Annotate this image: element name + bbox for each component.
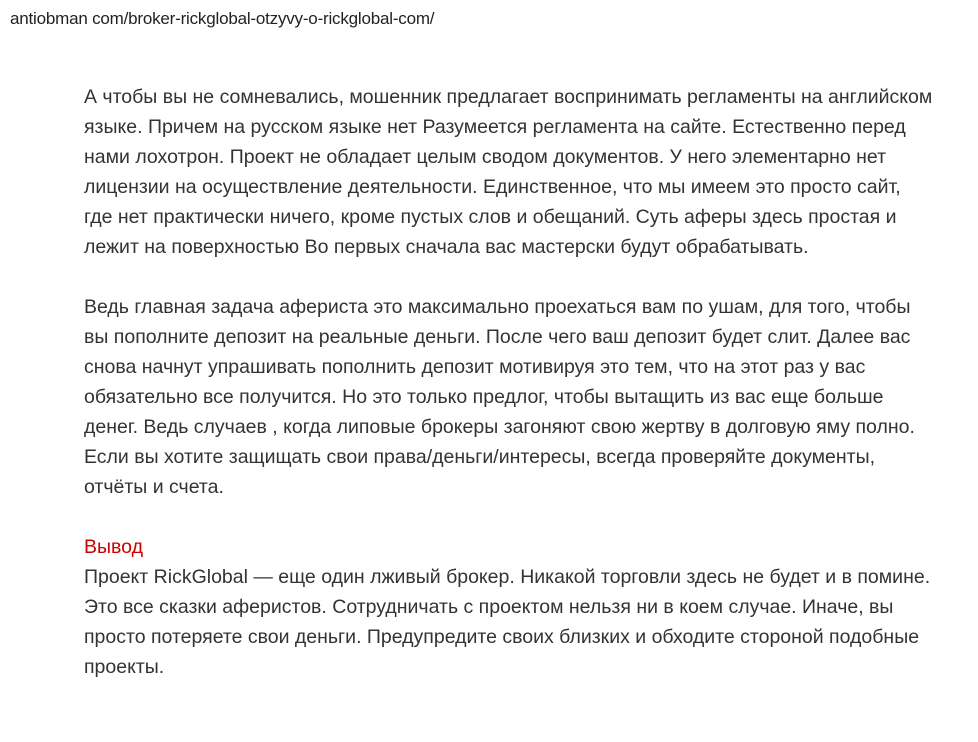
page-url[interactable]: antiobman com/broker-rickglobal-otzyvy-o-rickglobal-com/ (10, 9, 435, 28)
conclusion-paragraph: Проект RickGlobal — еще один лживый брокер. Никакой торговли здесь не будет и в помине. Это все сказки аферистов. Сотрудничать с проектом нельзя ни в коем случае. Иначе, вы просто потеряете свои деньги. Предупредите своих близких и обходите стороной подобные проекты. (84, 566, 931, 678)
conclusion-heading: Вывод (84, 536, 143, 558)
article-paragraph-1: А чтобы вы не сомневались, мошенник предлагает воспринимать регламенты на английском языке. Причем на русском языке нет Разумеется регламента на сайте. Естественно перед нами лохотрон. Проект не обладает целым сводом документов. У него элементарно нет лицензии на осуществление деятельности. Единственное, что мы имеем это просто сайт, где нет практически ничего, кроме пустых слов и обещаний. Суть аферы здесь простая и лежит на поверхностью Во первых сначала вас мастерски будут обрабатывать. (84, 86, 933, 258)
article-body (84, 82, 934, 682)
article-paragraph-2: Ведь главная задача афериста это максимально проехаться вам по ушам, для того, чтобы вы пополните депозит на реальные деньги. После чего ваш депозит будет слит. Далее вас снова начнут упрашивать пополнить депозит мотивируя это тем, что на этот раз у вас обязательно все получится. Но это только предлог, чтобы вытащить из вас еще больше денег. Ведь случаев , когда липовые брокеры загоняют свою жертву в долговую яму полно. Если вы хотите защищать свои права/деньги/интересы, всегда проверяйте документы, отчёты и счета. (84, 296, 915, 498)
